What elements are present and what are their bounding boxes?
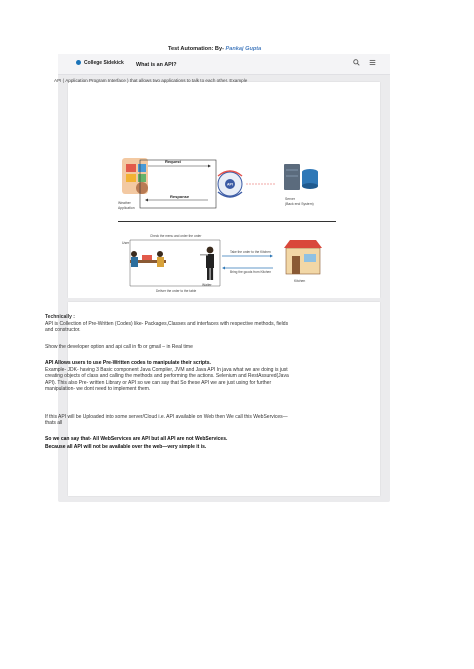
author-name: Pankaj Gupta (225, 46, 262, 52)
api-definition: API ( Application Program Interface ) that allows two applications to talk to each other. Example (54, 78, 248, 83)
request-label: Request (165, 159, 181, 164)
brand-logo[interactable] (76, 60, 124, 66)
developer-option-note: Show the developer option and api call in fb or gmail – in Real time (45, 344, 193, 350)
summary-line-2: Because all API will not be available over the web—very simple it is. (45, 444, 207, 450)
author-prefix: Test Automation: By- (168, 46, 224, 52)
server-label-1: Server (285, 197, 295, 201)
webservices-note: If this API will be Uploaded into some server/Cloud i.e. API available on Web then We call this WebServices—thats all (45, 414, 288, 427)
server-icon (284, 164, 318, 190)
kitchen-label: Kitchen (294, 279, 306, 283)
exchange-box (140, 160, 216, 208)
search-icon[interactable] (352, 59, 361, 68)
section-separator (118, 221, 336, 222)
technically-heading: Technically : (45, 314, 75, 320)
client-label-1: Weather (118, 201, 131, 205)
top-bar (58, 54, 390, 75)
brand-name: College Sidekick (84, 60, 124, 66)
client-label-2: Application (118, 206, 135, 210)
allows-body: Example- JDK- having 3 Basic component Java Compiler, JVM and Java API In java what we are doing is just creating objects of class and calling the methods and performing the actions. Selenium and RestAssured(Java API). This also Pre- written Library or API so we can say that So these API we are just using for further manipulation- we dont need to implement them. (45, 367, 289, 393)
waiter-image (200, 247, 214, 280)
question-heading: What is an API? (136, 62, 177, 68)
summary-line-1: So we can say that- All WebServices are API but all API are not WebServices. (45, 436, 228, 442)
response-label: Response (170, 194, 190, 199)
author-line (168, 46, 261, 52)
restaurant-diagram (110, 228, 360, 300)
server-label-2: (Back end System) (285, 202, 314, 206)
weather-app-image (122, 158, 148, 194)
api-gear-icon (218, 171, 242, 197)
user-label: User (122, 241, 130, 245)
kitchen-image (284, 240, 322, 274)
technically-body: API is Collection of Pre-Written (Codes) like- Packages,Classes and interfaces with respective methods, fields and constructor. (45, 321, 289, 334)
waiter-label: Waiter (202, 283, 212, 287)
arrow-left-note: Bring the goods from Kitchen (230, 270, 272, 274)
bottom-note: Deliver the order to the table (156, 289, 197, 293)
arrow-right-note: Take the order to the Kitchen (230, 250, 271, 254)
allows-heading: API Allows users to use Pre-Written codes to manipulate their scripts. (45, 360, 211, 366)
brand-icon (76, 60, 81, 65)
api-label: API (227, 182, 233, 187)
top-note: Check the menu and order the order (150, 234, 202, 238)
api-diagram (100, 150, 360, 220)
menu-icon[interactable] (368, 59, 377, 68)
diners-image (130, 251, 166, 267)
